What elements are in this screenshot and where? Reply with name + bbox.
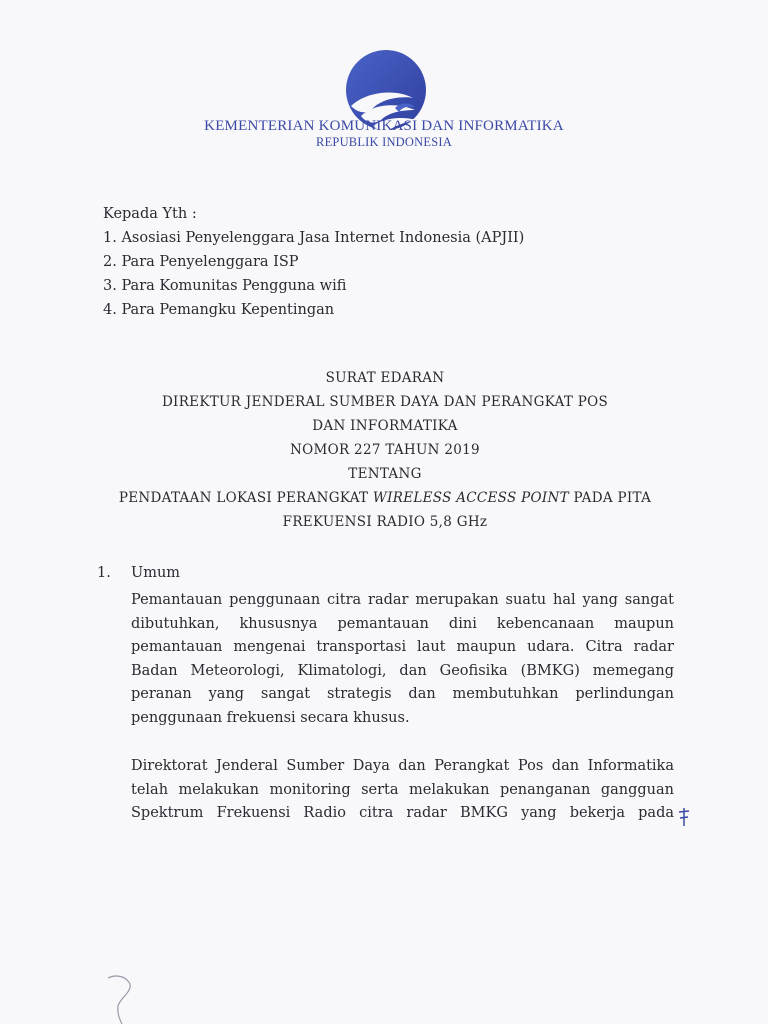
recipients-block bbox=[103, 202, 524, 322]
paragraph-line: pemantauan mengenai transportasi laut maupun udara. Citra radar bbox=[131, 639, 674, 655]
recipients-list bbox=[103, 226, 524, 322]
list-item: 4. Para Pemangku Kepentingan bbox=[103, 302, 335, 318]
handwritten-initial-icon bbox=[676, 806, 692, 828]
pen-scribble-icon bbox=[106, 972, 136, 1024]
ministry-name: KEMENTERIAN KOMUNIKASI DAN INFORMATIKA bbox=[204, 118, 564, 134]
paragraph-line: dibutuhkan, khususnya pemantauan dini kebencanaan maupun bbox=[131, 615, 674, 632]
recipients-heading: Kepada Yth : bbox=[103, 206, 197, 222]
title-line: DIREKTUR JENDERAL SUMBER DAYA DAN PERANGKAT POS bbox=[161, 394, 609, 410]
paragraph-line: Direktorat Jenderal Sumber Daya dan Perangkat Pos dan Informatika bbox=[131, 758, 674, 774]
paragraph-line: Badan Meteorologi, Klimatologi, dan Geofisika (BMKG) memegang bbox=[131, 662, 674, 679]
title-emphasis: WIRELESS ACCESS POINT bbox=[372, 490, 569, 506]
title-text: PADA PITA bbox=[568, 490, 652, 506]
paragraph-line: Pemantauan penggunaan citra radar merupakan suatu hal yang sangat bbox=[131, 592, 674, 608]
list-item: 2. Para Penyelenggara ISP bbox=[103, 254, 299, 270]
paragraph-line: telah melakukan monitoring serta melakukan penanganan gangguan bbox=[131, 781, 674, 798]
title-line: TENTANG bbox=[348, 466, 422, 482]
paragraph-line: Spektrum Frekuensi Radio citra radar BMKG yang bekerja pada bbox=[131, 805, 674, 821]
title-line: FREKUENSI RADIO 5,8 GHz bbox=[282, 514, 488, 530]
section-heading: Umum bbox=[131, 565, 181, 581]
paragraph-line: penggunaan frekuensi secara khusus. bbox=[131, 709, 410, 726]
paragraph-line: peranan yang sangat strategis dan membutuhkan perlindungan bbox=[131, 686, 674, 702]
paragraph bbox=[131, 589, 674, 730]
title-line: DAN INFORMATIKA bbox=[312, 418, 458, 434]
letter-title bbox=[60, 366, 710, 534]
title-line: SURAT EDARAN bbox=[325, 370, 445, 386]
section-number: 1. bbox=[97, 565, 111, 581]
title-line: NOMOR 227 TAHUN 2019 bbox=[290, 442, 480, 458]
paragraph bbox=[131, 755, 674, 826]
title-text: PENDATAAN LOKASI PERANGKAT bbox=[118, 490, 373, 506]
list-item: 3. Para Komunitas Pengguna wifi bbox=[103, 278, 347, 294]
country-name: REPUBLIK INDONESIA bbox=[316, 135, 452, 149]
title-line bbox=[60, 486, 710, 510]
list-item: 1. Asosiasi Penyelenggara Jasa Internet Indonesia (APJII) bbox=[103, 230, 525, 246]
